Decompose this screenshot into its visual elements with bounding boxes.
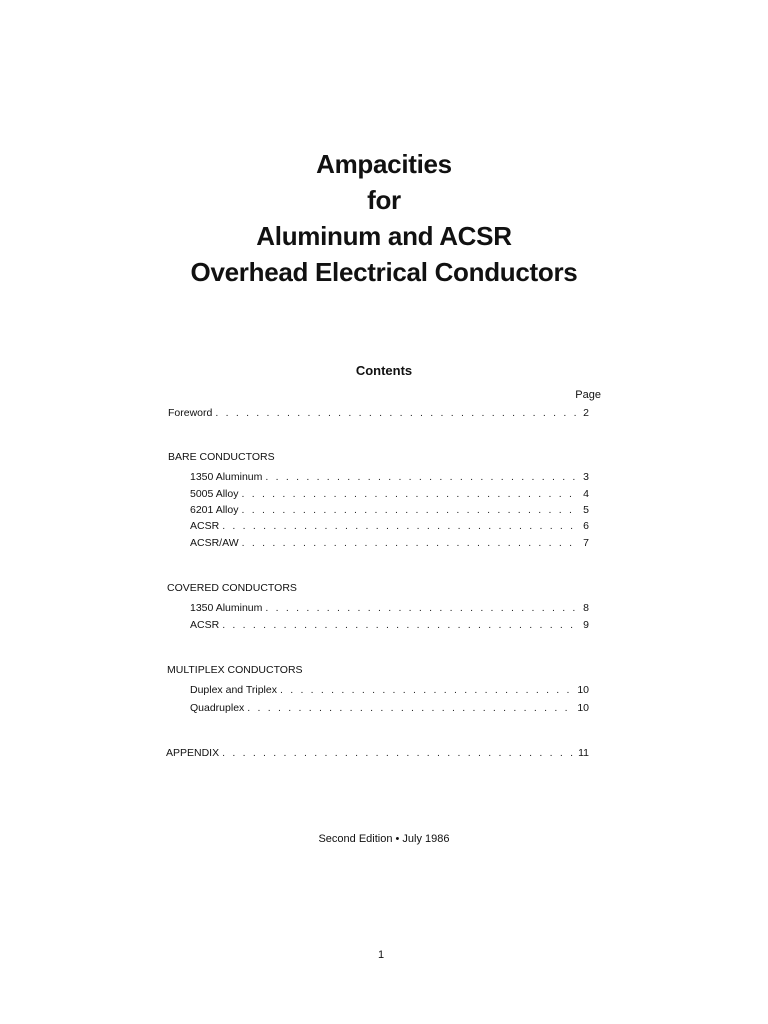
- toc-entry: [190, 502, 589, 518]
- dot-leader: [265, 469, 580, 485]
- toc-entry-label: ACSR: [190, 619, 220, 631]
- toc-entry: [190, 535, 589, 551]
- toc-entry: [190, 617, 589, 633]
- toc-entry-label: ACSR/AW: [190, 537, 239, 549]
- toc-entry: [190, 700, 589, 716]
- toc-entry-label: APPENDIX: [166, 747, 220, 759]
- toc-entry-label: ACSR: [190, 520, 220, 532]
- dot-leader: [222, 745, 575, 761]
- toc-entry-page: 5: [583, 504, 589, 516]
- toc-entry-page: 10: [577, 684, 589, 696]
- toc-entry-foreword: [168, 405, 589, 421]
- dot-leader: [222, 617, 580, 633]
- toc-entry-page: 6: [583, 520, 589, 532]
- toc-entry-label: Foreword: [168, 407, 213, 419]
- dot-leader: [242, 535, 581, 551]
- title-line-4: Overhead Electrical Conductors: [190, 257, 578, 287]
- dot-leader: [241, 486, 580, 502]
- toc-entry-page: 3: [583, 471, 589, 483]
- toc-entry: [190, 486, 589, 502]
- section-heading-covered-conductors: COVERED CONDUCTORS: [167, 582, 297, 594]
- edition-line: Second Edition • July 1986: [318, 833, 450, 845]
- contents-heading: Contents: [355, 363, 413, 378]
- document-title: [0, 146, 768, 290]
- page-number: 1: [377, 949, 385, 961]
- toc-entry: [190, 682, 589, 698]
- dot-leader: [215, 405, 580, 421]
- title-line-3: Aluminum and ACSR: [256, 221, 512, 251]
- toc-entry-page: 10: [577, 702, 589, 714]
- toc-entry-label: 6201 Alloy: [190, 504, 239, 516]
- toc-entry-label: Duplex and Triplex: [190, 684, 277, 696]
- dot-leader: [280, 682, 574, 698]
- toc-entry-label: 5005 Alloy: [190, 488, 239, 500]
- section-heading-bare-conductors: BARE CONDUCTORS: [168, 451, 275, 463]
- toc-entry-page: 4: [583, 488, 589, 500]
- dot-leader: [247, 700, 574, 716]
- toc-entry-label: 1350 Aluminum: [190, 602, 263, 614]
- dot-leader: [241, 502, 580, 518]
- toc-entry: [190, 518, 589, 534]
- dot-leader: [222, 518, 580, 534]
- toc-entry-page: 7: [583, 537, 589, 549]
- toc-entry: [190, 469, 589, 485]
- toc-entry-label: Quadruplex: [190, 702, 245, 714]
- toc-entry-label: 1350 Aluminum: [190, 471, 263, 483]
- toc-entry-appendix: [166, 745, 589, 761]
- dot-leader: [265, 600, 580, 616]
- page-column-label: Page: [575, 389, 601, 401]
- toc-entry-page: 9: [583, 619, 589, 631]
- toc-entry: [190, 600, 589, 616]
- toc-entry-page: 2: [583, 407, 589, 419]
- title-line-2: for: [367, 185, 401, 215]
- section-heading-multiplex-conductors: MULTIPLEX CONDUCTORS: [167, 664, 303, 676]
- toc-entry-page: 11: [578, 747, 589, 759]
- title-line-1: Ampacities: [316, 149, 452, 179]
- toc-entry-page: 8: [583, 602, 589, 614]
